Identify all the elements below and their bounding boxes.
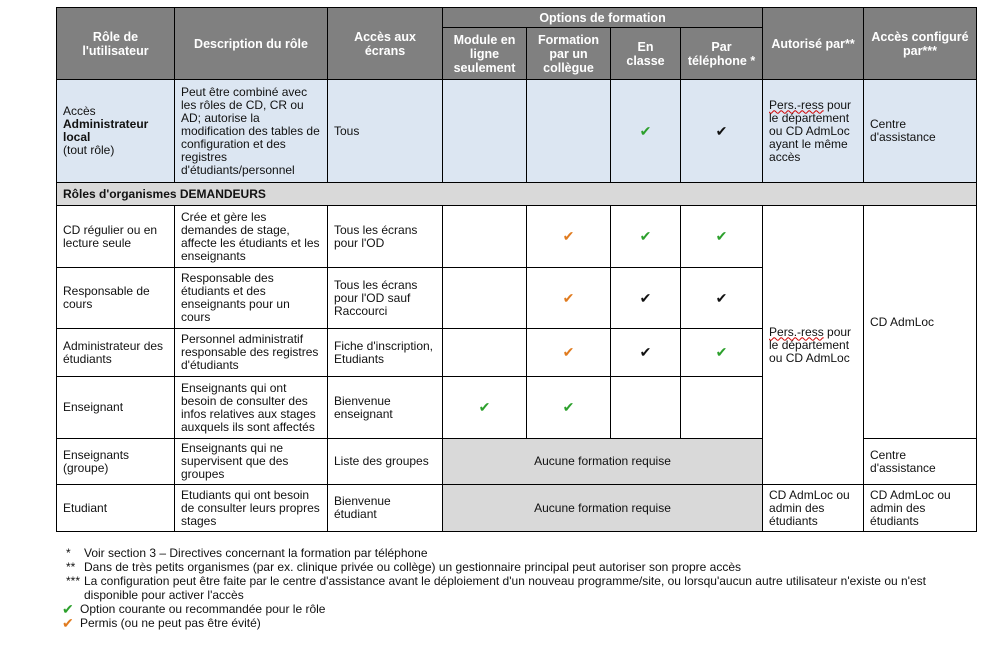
header-phone: Par téléphone * bbox=[681, 28, 763, 80]
orange-checkmark-icon: ✔ bbox=[62, 615, 74, 631]
description-cell: Etudiants qui ont besoin de consulter leurs propres stages bbox=[175, 485, 328, 532]
footnote bbox=[62, 574, 962, 602]
mark-cell bbox=[527, 206, 611, 268]
green-checkmark-icon: ✔ bbox=[715, 344, 728, 360]
header-online: Module en ligne seulement bbox=[443, 28, 527, 80]
table-row bbox=[57, 485, 977, 532]
footnote bbox=[62, 546, 962, 560]
authorized-text: pour le département ou CD AdmLoc ayant le même accès bbox=[769, 97, 852, 164]
black-checkmark-icon: ✔ bbox=[715, 289, 728, 306]
green-checkmark-icon: ✔ bbox=[715, 228, 728, 244]
authorized-cell bbox=[763, 80, 864, 183]
configured-cell: CD AdmLoc ou admin des étudiants bbox=[864, 485, 977, 532]
mark-cell bbox=[611, 80, 681, 183]
screens-cell: Tous les écrans pour l'OD bbox=[328, 206, 443, 268]
role-cell: Administrateur des étudiants bbox=[57, 329, 175, 377]
description-cell: Crée et gère les demandes de stage, affecte les étudiants et les enseignants bbox=[175, 206, 328, 268]
footnote-symbol: *** bbox=[66, 574, 81, 588]
no-training-cell: Aucune formation requise bbox=[443, 439, 763, 485]
roles-table bbox=[56, 7, 977, 532]
table-row bbox=[57, 206, 977, 268]
black-checkmark-icon: ✔ bbox=[639, 344, 652, 360]
header-classroom: En classe bbox=[611, 28, 681, 80]
section-label: Rôles d'organismes DEMANDEURS bbox=[57, 183, 977, 206]
screens-cell: Fiche d'inscription, Etudiants bbox=[328, 329, 443, 377]
orange-checkmark-icon: ✔ bbox=[562, 344, 575, 360]
green-checkmark-icon: ✔ bbox=[62, 601, 74, 617]
header-role: Rôle de l'utilisateur bbox=[57, 8, 175, 80]
role-cell: Etudiant bbox=[57, 485, 175, 532]
configured-cell: Centre d'assistance bbox=[864, 80, 977, 183]
mark-cell bbox=[443, 377, 527, 439]
mark-cell bbox=[611, 268, 681, 329]
authorized-text: pour le département ou CD AdmLoc bbox=[769, 324, 852, 365]
screens-cell: Liste des groupes bbox=[328, 439, 443, 485]
footnote-symbol: ** bbox=[66, 560, 76, 574]
mark-cell bbox=[611, 206, 681, 268]
mark-cell bbox=[681, 268, 763, 329]
role-cell: CD régulier ou en lecture seule bbox=[57, 206, 175, 268]
authorized-word: Pers.-ress bbox=[769, 324, 824, 339]
header-description: Description du rôle bbox=[175, 8, 328, 80]
orange-checkmark-icon: ✔ bbox=[562, 289, 575, 306]
authorized-word: Pers.-ress bbox=[769, 97, 824, 112]
header-training-options: Options de formation bbox=[443, 8, 763, 28]
mark-cell bbox=[611, 329, 681, 377]
legend-item bbox=[62, 616, 962, 630]
mark-cell bbox=[681, 329, 763, 377]
header-peer: Formation par un collègue bbox=[527, 28, 611, 80]
mark-cell bbox=[527, 268, 611, 329]
screens-cell: Bienvenue étudiant bbox=[328, 485, 443, 532]
green-checkmark-icon: ✔ bbox=[639, 228, 652, 244]
legend-item bbox=[62, 602, 962, 616]
screens-cell: Tous bbox=[328, 80, 443, 183]
mark-cell bbox=[681, 377, 763, 439]
mark-cell bbox=[681, 206, 763, 268]
footnotes bbox=[62, 546, 962, 630]
header-authorized: Autorisé par** bbox=[763, 8, 864, 80]
authorized-merged-cell bbox=[763, 206, 864, 485]
mark-cell bbox=[443, 206, 527, 268]
black-checkmark-icon: ✔ bbox=[715, 122, 728, 139]
footnote bbox=[62, 560, 962, 574]
footnote-symbol: * bbox=[66, 546, 71, 560]
description-cell: Enseignants qui ont besoin de consulter des infos relatives aux stages auxquels ils sont affectés bbox=[175, 377, 328, 439]
green-checkmark-icon: ✔ bbox=[639, 122, 652, 139]
role-prefix: Accès bbox=[63, 104, 96, 118]
table-row-admin bbox=[57, 80, 977, 183]
legend-text: Option courante ou recommandée pour le rôle bbox=[80, 602, 326, 616]
green-checkmark-icon: ✔ bbox=[562, 399, 575, 415]
section-row bbox=[57, 183, 977, 206]
mark-cell bbox=[611, 377, 681, 439]
role-cell: Responsable de cours bbox=[57, 268, 175, 329]
description-cell: Enseignants qui ne supervisent que des groupes bbox=[175, 439, 328, 485]
legend-text: Permis (ou ne peut pas être évité) bbox=[80, 616, 261, 630]
configured-merged-cell: CD AdmLoc bbox=[864, 206, 977, 439]
header-screens: Accès aux écrans bbox=[328, 8, 443, 80]
role-cell: Enseignants (groupe) bbox=[57, 439, 175, 485]
role-suffix: (tout rôle) bbox=[63, 143, 115, 157]
black-checkmark-icon: ✔ bbox=[639, 289, 652, 306]
mark-cell bbox=[527, 377, 611, 439]
no-training-cell: Aucune formation requise bbox=[443, 485, 763, 532]
description-cell: Peut être combiné avec les rôles de CD, CR ou AD; autorise la modification des tables de configuration et des registres d'étudiants/personnel bbox=[175, 80, 328, 183]
description-cell: Personnel administratif responsable des registres d'étudiants bbox=[175, 329, 328, 377]
mark-cell bbox=[443, 80, 527, 183]
mark-cell bbox=[443, 268, 527, 329]
footnote-text: Voir section 3 – Directives concernant la formation par téléphone bbox=[84, 546, 428, 560]
mark-cell bbox=[681, 80, 763, 183]
configured-cell: Centre d'assistance bbox=[864, 439, 977, 485]
orange-checkmark-icon: ✔ bbox=[562, 228, 575, 244]
header-configured: Accès configuré par*** bbox=[864, 8, 977, 80]
authorized-cell: CD AdmLoc ou admin des étudiants bbox=[763, 485, 864, 532]
role-name: Administrateur local bbox=[63, 117, 149, 144]
role-cell bbox=[57, 80, 175, 183]
mark-cell bbox=[527, 329, 611, 377]
green-checkmark-icon: ✔ bbox=[478, 399, 491, 415]
footnote-text: La configuration peut être faite par le centre d'assistance avant le déploiement d'un nouveau programme/site, ou lorsqu'aucun autre utilisateur n'existe ou n'est disponible pour activer l'accès bbox=[84, 574, 926, 602]
description-cell: Responsable des étudiants et des enseignants pour un cours bbox=[175, 268, 328, 329]
mark-cell bbox=[527, 80, 611, 183]
role-cell: Enseignant bbox=[57, 377, 175, 439]
screens-cell: Bienvenue enseignant bbox=[328, 377, 443, 439]
screens-cell: Tous les écrans pour l'OD sauf Raccourci bbox=[328, 268, 443, 329]
mark-cell bbox=[443, 329, 527, 377]
footnote-text: Dans de très petits organismes (par ex. clinique privée ou collège) un gestionnaire principal peut autoriser son propre accès bbox=[84, 560, 742, 574]
